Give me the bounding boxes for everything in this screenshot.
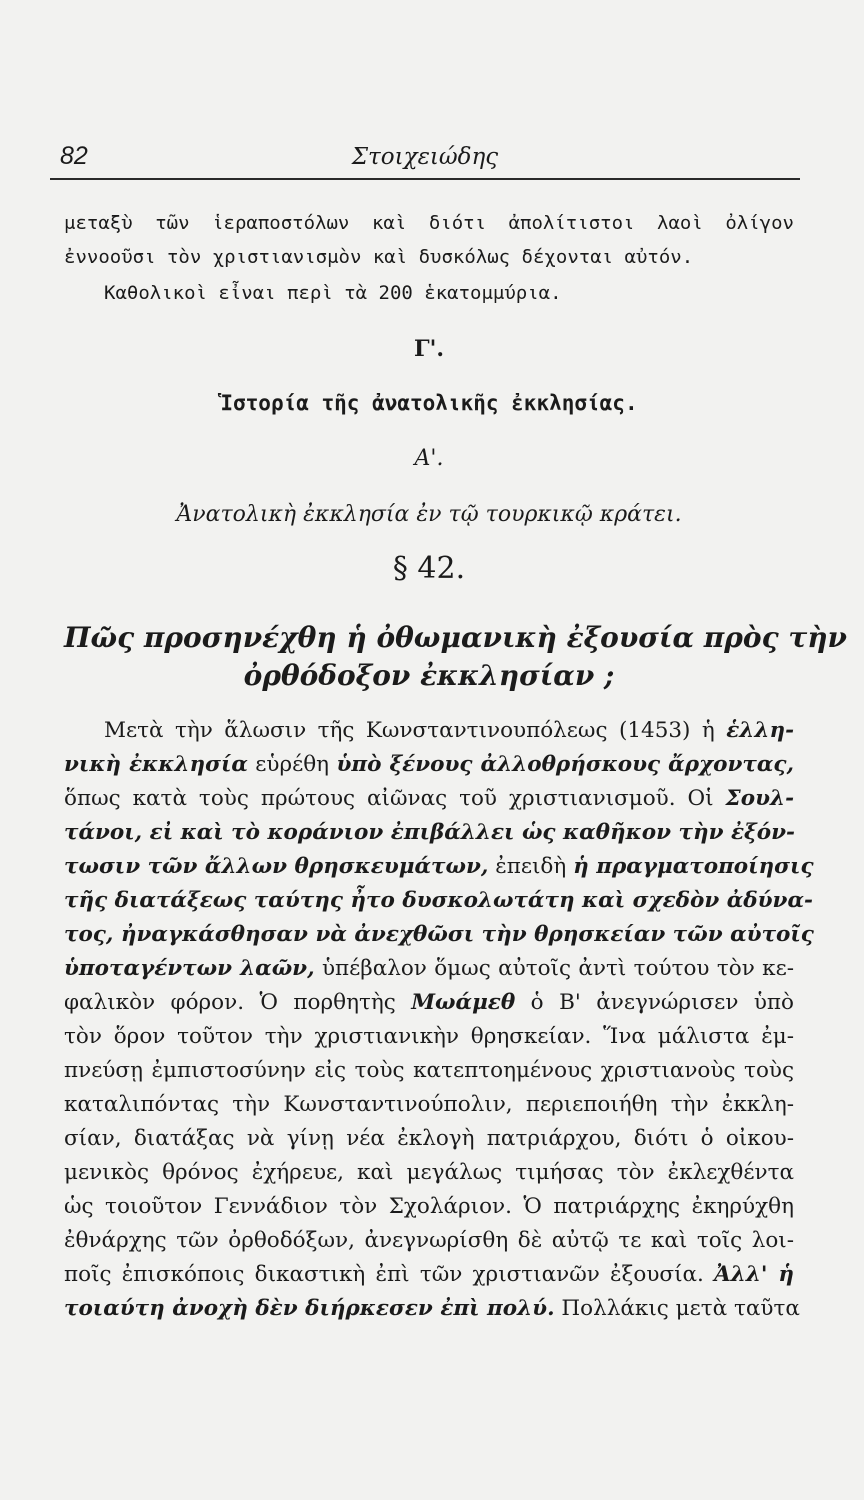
body-line-9 (64, 988, 794, 1018)
body-text: ἐπειδὴ (488, 854, 574, 879)
body-line-16: ἐθνάρχης τῶν ὀρθοδόξων, ἀνεγνωρίσθη δὲ αὐτῷ τε καὶ τοῖς λοι- (64, 1228, 794, 1253)
part-title: Ἱστορία τῆς ἀνατολικῆς ἐκκλησίας. (220, 391, 638, 415)
body-line-13: σίαν, διατάξας νὰ γίνῃ νέα ἐκλογὴ πατριάρχου, διότι ὁ οἰκου- (64, 1126, 794, 1151)
body-emphasis: Μωάμεθ (411, 990, 516, 1015)
body-line-8 (64, 954, 794, 984)
body-emphasis: τωσιν τῶν ἄλλων θρησκευμάτων, (64, 854, 489, 879)
body-line-7: τος, ἠναγκάσθησαν νὰ ἀνεχθῶσι τὴν θρησκείαν τῶν αὐτοῖς (64, 922, 814, 947)
intro-line-1: μεταξὺ τῶν ἱεραποστόλων καὶ διότι ἀπολίτιστοι λαοὶ ὀλίγον (64, 212, 794, 234)
intro-line-3: Καθολικοὶ εἶναι περὶ τὰ 200 ἑκατομμύρια. (104, 282, 562, 304)
body-line-15: ὡς τοιοῦτον Γεννάδιον τὸν Σχολάριον. Ὁ πατριάρχης ἐκηρύχθη (64, 1194, 794, 1219)
part-heading: Γ'. (413, 336, 444, 362)
question-line-2: ὀρθόδοξον ἐκκλησίαν ; (243, 659, 615, 692)
body-emphasis: τοιαύτη ἀνοχὴ δὲν διήρκεσεν ἐπὶ πολύ. (64, 1296, 555, 1321)
body-line-5 (64, 852, 814, 882)
body-text: ὅπως κατὰ τοὺς πρώτους αἰῶνας τοῦ χριστιανισμοῦ. Οἱ (64, 786, 726, 811)
body-line-14: μενικὸς θρόνος ἐχήρευε, καὶ μεγάλως τιμήσας τὸν ἐκλεχθέντα (64, 1160, 794, 1185)
body-text: φαλικὸν φόρον. Ὁ πορθητὴς (64, 990, 412, 1015)
body-text: εὑρέθη (247, 752, 337, 777)
body-line-3 (64, 784, 794, 814)
body-emphasis: ὑπὸ ξένους ἀλλοθρήσκους ἄρχοντας, (336, 752, 794, 777)
body-text: ὑπέβαλον ὅμως αὐτοῖς ἀντὶ τούτου τὸν κε- (314, 956, 794, 981)
body-line-11: πνεύσῃ ἐμπιστοσύνην εἰς τοὺς κατεπτοημένους χριστιανοὺς τοὺς (64, 1058, 794, 1083)
body-emphasis: ἑλλη- (726, 718, 794, 743)
body-line-12: καταλιπόντας τὴν Κωνσταντινούπολιν, περιεποιήθη τὴν ἐκκλη- (64, 1092, 794, 1117)
running-title: Στοιχειώδης (351, 144, 499, 170)
body-text: Μετὰ τὴν ἅλωσιν τῆς Κωνσταντινουπόλεως (1453) ἡ (104, 718, 727, 743)
body-emphasis: ἡ πραγματοποίησις (573, 854, 814, 879)
body-line-4: τάνοι, εἰ καὶ τὸ κοράνιον ἐπιβάλλει ὡς καθῆκον τὴν ἐξόν- (64, 820, 795, 845)
body-line-2 (64, 750, 794, 780)
section-number: § 42. (392, 551, 466, 586)
body-text: ὁ Β' ἀνεγνώρισεν ὑπὸ (515, 990, 794, 1015)
body-line-1 (104, 716, 794, 746)
body-emphasis: ὑποταγέντων λαῶν, (64, 956, 315, 981)
body-emphasis: Ἀλλ' ἡ (714, 1262, 794, 1287)
body-text: Πολλάκις μετὰ ταῦτα (554, 1296, 800, 1321)
body-emphasis: Σουλ- (725, 786, 794, 811)
body-emphasis: νικὴ ἐκκλησία (64, 752, 248, 777)
chapter-heading: Α'. (414, 446, 444, 471)
body-line-6: τῆς διατάξεως ταύτης ἦτο δυσκολωτάτη καὶ σχεδὸν ἀδύνα- (64, 888, 813, 913)
page-header (50, 142, 800, 180)
body-line-10: τὸν ὅρον τοῦτον τὴν χριστιανικὴν θρησκείαν. Ἵνα μάλιστα ἐμ- (64, 1024, 794, 1049)
page-number: 82 (60, 142, 88, 170)
body-line-18 (64, 1294, 800, 1324)
chapter-title: Ἀνατολικὴ ἐκκλησία ἐν τῷ τουρκικῷ κράτει. (176, 502, 682, 527)
body-line-17 (64, 1260, 794, 1290)
body-text: ποῖς ἐπισκόποις δικαστικὴ ἐπὶ τῶν χριστιανῶν ἐξουσία. (64, 1262, 715, 1287)
intro-line-2: ἐννοοῦσι τὸν χριστιανισμὸν καὶ δυσκόλως δέχονται αὐτόν. (64, 246, 694, 268)
question-line-1: Πῶς προσηνέχθη ἡ ὀθωμανικὴ ἐξουσία πρὸς τὴν (64, 621, 847, 654)
